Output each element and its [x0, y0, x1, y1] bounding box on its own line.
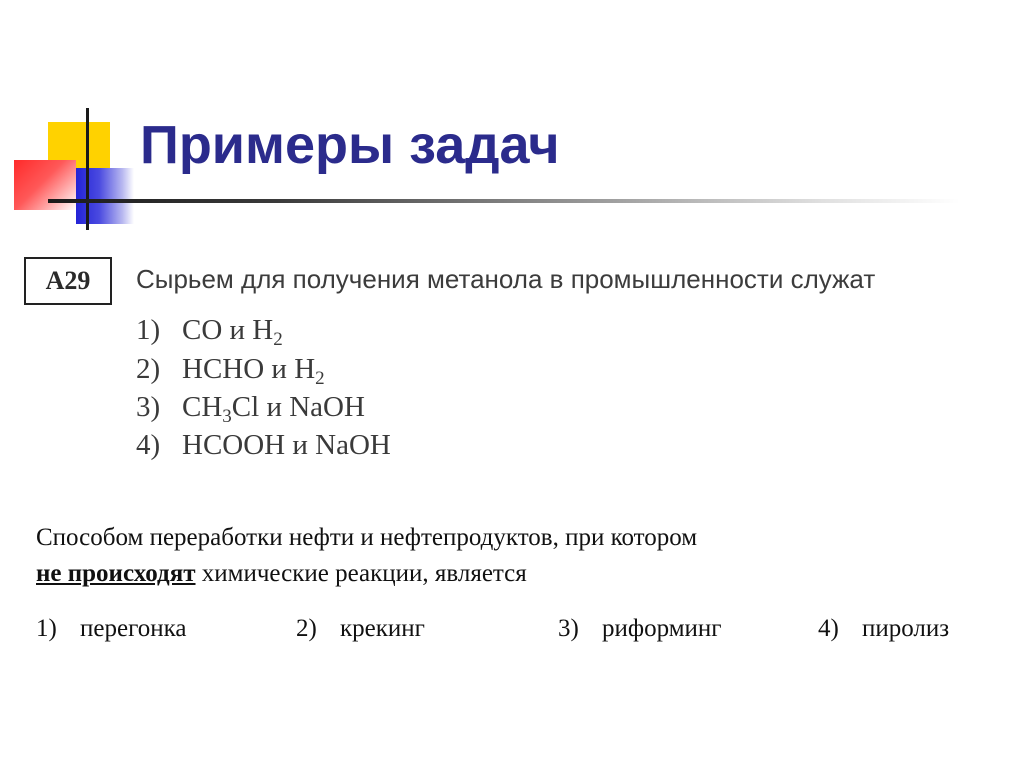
task-2-option-4 [818, 613, 949, 645]
formula-part: Cl и NaOH [231, 391, 365, 423]
option-label: перегонка [80, 615, 187, 642]
formula-part: HCHO и H [182, 353, 316, 385]
option-number: 1) [36, 615, 57, 642]
option-label: риформинг [602, 615, 722, 642]
formula-part: CO и H [182, 314, 274, 346]
option-number: 4) [136, 429, 161, 461]
option-number: 3) [136, 391, 161, 423]
task-2-question-line-1: Способом переработки нефти и нефтепродуктов, при котором [36, 524, 698, 551]
formula-part: HCOOH и NaOH [182, 429, 391, 461]
formula-subscript: 3 [222, 406, 232, 427]
answer-option-2 [136, 351, 325, 387]
option-label: крекинг [340, 615, 425, 642]
option-number: 3) [558, 615, 579, 642]
formula-part: CH [182, 391, 223, 423]
task-2-option-1 [36, 613, 186, 645]
slide-title: Примеры задач [140, 115, 560, 175]
answer-option-1 [136, 312, 283, 348]
task-2-option-2 [296, 613, 425, 645]
decor-blue-square [76, 168, 134, 224]
option-number: 2) [296, 615, 317, 642]
option-number: 1) [136, 314, 161, 346]
option-number: 2) [136, 353, 161, 385]
decor-vertical-line [86, 108, 89, 230]
task-2-option-3 [558, 613, 722, 645]
task-2-question-line-2 [36, 558, 527, 590]
emphasized-text: не происходят [36, 560, 196, 587]
option-number: 4) [818, 615, 839, 642]
answer-option-3 [136, 389, 365, 425]
formula-subscript: 2 [273, 329, 283, 350]
formula-subscript: 2 [315, 368, 325, 389]
task-number-badge: А29 [24, 257, 112, 305]
question-text: химические реакции, является [195, 560, 527, 587]
title-underline [48, 199, 960, 203]
task-question: Сырьем для получения метанола в промышленности служат [136, 264, 876, 294]
option-label: пиролиз [862, 615, 950, 642]
answer-option-4 [136, 427, 391, 463]
